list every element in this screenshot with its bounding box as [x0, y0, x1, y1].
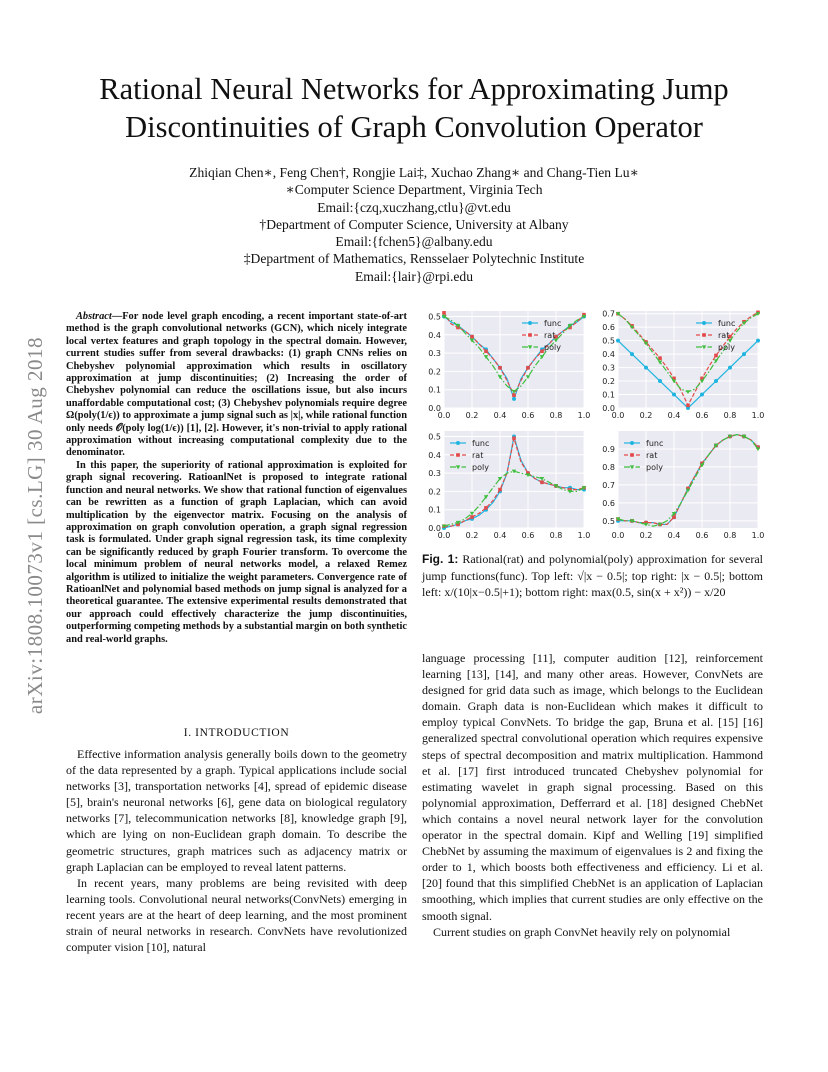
data-point-rat: [658, 356, 662, 360]
x-tick-label: 0.8: [723, 531, 737, 540]
figure-label: Fig. 1:: [422, 552, 459, 566]
data-point-rat: [672, 515, 676, 519]
y-tick-label: 0.3: [602, 363, 615, 373]
x-tick-label: 0.4: [493, 411, 507, 420]
data-point-rat: [526, 366, 530, 370]
data-point-rat: [484, 349, 488, 353]
legend-label-rat: rat: [544, 331, 556, 340]
y-tick-label: 0.9: [602, 444, 615, 454]
data-point-func: [658, 379, 662, 383]
legend-label-poly: poly: [718, 343, 735, 352]
x-tick-label: 0.4: [667, 411, 681, 420]
data-point-rat: [714, 354, 718, 358]
y-tick-label: 0.4: [428, 330, 441, 340]
abstract-lead: Abstract: [76, 311, 112, 322]
affiliation-rpi: ‡Department of Mathematics, Rensselaer Polytechnic Institute: [243, 251, 585, 267]
x-tick-label: 0.6: [521, 531, 535, 540]
x-tick-label: 0.6: [695, 531, 709, 540]
legend-label-func: func: [646, 439, 664, 448]
figure-caption-text: Rational(rat) and polynomial(poly) approximation for several jump functions(func). Top left: √|x − 0.5|; top right: |x − 0.5|; bottom left: x/(10|x−0.5|+1); bottom right: max(0.5, sin(x + x²)) − x/20: [422, 552, 763, 599]
y-tick-label: 0.5: [602, 336, 615, 346]
legend-marker-rat: [528, 333, 532, 337]
legend-label-poly: poly: [544, 343, 561, 352]
data-point-rat: [470, 335, 474, 339]
y-tick-label: 0.3: [428, 469, 441, 479]
legend-marker-func: [528, 321, 532, 325]
data-point-rat: [512, 393, 516, 397]
y-tick-label: 0.0: [428, 404, 441, 413]
x-tick-label: 1.0: [751, 411, 764, 420]
x-tick-label: 0.2: [639, 531, 653, 540]
x-tick-label: 0.0: [437, 531, 451, 540]
y-tick-label: 0.0: [602, 404, 615, 413]
legend-label-func: func: [472, 439, 490, 448]
plot-bottom-left: [418, 426, 590, 542]
legend-label-rat: rat: [646, 451, 658, 460]
author-names: Zhiqian Chen∗, Feng Chen†, Rongjie Lai‡, Xuchao Zhang∗ and Chang-Tien Lu∗: [189, 165, 639, 180]
section-heading-introduction: I. INTRODUCTION: [183, 727, 290, 739]
data-point-func: [630, 352, 634, 356]
legend-marker-rat: [630, 453, 634, 457]
data-point-rat: [498, 366, 502, 370]
x-tick-label: 0.8: [549, 531, 563, 540]
figure-1: [418, 306, 766, 544]
intro-paragraph-2: In recent years, many problems are being revisited with deep learning tools. Convolutional neural networks(ConvNets) emerging in recent years are at the heart of deep learning, and the most prominent strain of neural networks in research. ConvNets have revolutionized computer vision [10], natural: [66, 875, 407, 955]
author-block: [60, 164, 768, 285]
right-paragraph-1: language processing [11], computer audition [12], reinforcement learning [13], [14], and many other areas. However, ConvNets are designed for grid data such as image, which belongs to the Euclidean domain. Graph data is non-Euclidean which makes it difficult to employ typical ConvNets. To bridge the gap, Bruna et al. [15] [16] generalized spectral convolutional operation which requires expensive steps of spectral decomposition and matrix multiplication. Hammond et al. [17] first introduced truncated Chebyshev polynomial for estimating wavelet in graph signal processing. Based on this polynomial approximation, Defferrard et al. [18] designed ChebNet which contains a novel neural network layer for the convolution operator in the spectral domain. Kipf and Welling [19] simplified ChebNet by assuming the maximum of eigenvalues is 2 and fixing the order to 1, which boosts both effectiveness and efficiency. Li et al. [20] found that this simplified ChebNet is an application of Laplacian smoothing, which implies that current studies are only effective on the smooth signal.: [422, 651, 763, 923]
y-tick-label: 0.2: [428, 487, 441, 497]
data-point-rat: [442, 311, 446, 315]
data-point-rat: [484, 506, 488, 510]
data-point-func: [728, 366, 732, 370]
data-point-rat: [540, 480, 544, 484]
data-point-func: [616, 339, 620, 343]
legend-label-rat: rat: [718, 331, 730, 340]
right-paragraph-2: Current studies on graph ConvNet heavily rely on polynomial: [433, 924, 731, 939]
legend-label-func: func: [718, 319, 736, 328]
y-tick-label: 0.1: [428, 385, 441, 395]
x-tick-label: 0.0: [611, 411, 625, 420]
plot-top-right: [592, 306, 764, 422]
data-point-func: [512, 397, 516, 401]
x-tick-label: 0.0: [611, 531, 625, 540]
email-albany: Email:{fchen5}@albany.edu: [335, 234, 493, 250]
legend-label-func: func: [544, 319, 562, 328]
abstract-text-1: —For node level graph encoding, a recent important state-of-art method is the graph convolutional networks (GCN), which nicely integrate local vertex features and graph topology in the spectral domain. However, current studies suffer from several drawbacks: (1) graph CNNs relies on Chebyshev polynomial approximation which results in oscillatory approximation at jump discontinuities; (2) Increasing the order of Chebyshev polynomial can reduce the oscillations issue, but also incurs unaffordable computational cost; (3) Chebyshev polynomials require degree Ω(poly(1/ϵ)) to approximate a jump signal such as |x|, while rational function only needs 𝒪(poly log(1/ϵ)) [1], [2]. However, it's non-trivial to apply rational approximation without increasing computational complexity due to the denominator.: [66, 311, 407, 459]
affiliation-albany: †Department of Computer Science, University at Albany: [259, 216, 569, 232]
data-point-func: [644, 366, 648, 370]
y-tick-label: 0.0: [428, 524, 441, 533]
data-point-rat: [470, 515, 474, 519]
legend-label-rat: rat: [472, 451, 484, 460]
plot-area: [444, 431, 584, 528]
introduction-text: [66, 746, 407, 955]
y-tick-label: 0.8: [602, 462, 615, 472]
y-tick-label: 0.3: [428, 349, 441, 359]
x-tick-label: 0.2: [465, 411, 479, 420]
abstract-paragraph-2: In this paper, the superiority of rational approximation is exploited for graph signal recovering. RatioanlNet is proposed to integrate rational function and neural networks. We show that rational function of eigenvalues can be rewritten as a function of graph Laplacian, which can avoid multiplication by the eigenvector matrix. Focusing on the analysis of approximation on graph convolution operation, a graph signal regression task is formulated. Under graph signal regression task, its time complexity can be significantly reduced by graph Fourier transform. To overcome the local minimum problem of neural networks model, a relaxed Remez algorithm is utilized to initialize the weight parameters. Convergence rate of RatioanlNet and polynomial based methods on jump signal is analyzed for a theoretical guarantee. The extensive experimental results demonstrated that our approach could effectively characterize the jump discontinuities, outperforming competing methods by a substantial margin on both synthetic and real-world graphs.: [66, 459, 407, 645]
legend-label-poly: poly: [646, 463, 663, 472]
abstract-paragraph-1: [66, 311, 407, 460]
y-tick-label: 0.5: [428, 312, 441, 322]
data-point-func: [700, 393, 704, 397]
x-tick-label: 0.0: [437, 411, 451, 420]
x-tick-label: 0.2: [639, 411, 653, 420]
y-tick-label: 0.5: [428, 432, 441, 442]
legend-marker-func: [702, 321, 706, 325]
y-tick-label: 0.6: [602, 323, 615, 333]
arxiv-identifier: [14, 285, 58, 765]
arxiv-identifier-text: arXiv:1808.10073v1 [cs.LG] 30 Aug 2018: [23, 336, 48, 714]
x-tick-label: 0.4: [493, 531, 507, 540]
y-tick-label: 0.7: [602, 480, 615, 490]
y-tick-label: 0.5: [602, 516, 615, 526]
data-point-func: [672, 393, 676, 397]
plot-top-left: [418, 306, 590, 422]
y-tick-label: 0.4: [602, 350, 615, 360]
legend-label-poly: poly: [472, 463, 489, 472]
y-tick-label: 0.2: [428, 367, 441, 377]
paper-title: Rational Neural Networks for Approximating Jump Discontinuities of Graph Convolution Operator: [99, 72, 729, 144]
y-tick-label: 0.4: [428, 450, 441, 460]
x-tick-label: 1.0: [577, 411, 590, 420]
affiliation-vt: ∗Computer Science Department, Virginia Tech: [285, 182, 543, 198]
email-rpi: Email:{lair}@rpi.edu: [354, 268, 474, 284]
data-point-rat: [686, 404, 690, 408]
data-point-func: [714, 379, 718, 383]
x-tick-label: 1.0: [577, 531, 590, 540]
data-point-func: [742, 352, 746, 356]
x-tick-label: 0.4: [667, 531, 681, 540]
legend-marker-func: [456, 441, 460, 445]
x-tick-label: 1.0: [751, 531, 764, 540]
y-tick-label: 0.6: [602, 498, 615, 508]
y-tick-label: 0.1: [428, 505, 441, 515]
legend-marker-func: [630, 441, 634, 445]
data-point-rat: [512, 437, 516, 441]
figure-caption: [422, 551, 763, 601]
plot-area: [618, 431, 758, 528]
email-vt: Email:{czq,xuczhang,ctlu}@vt.edu: [317, 199, 511, 215]
x-tick-label: 0.6: [521, 411, 535, 420]
x-tick-label: 0.6: [695, 411, 709, 420]
y-tick-label: 0.1: [602, 390, 615, 400]
data-point-func: [756, 339, 760, 343]
right-column-text: [422, 650, 763, 940]
y-tick-label: 0.7: [602, 309, 615, 319]
legend-marker-rat: [456, 453, 460, 457]
x-tick-label: 0.8: [549, 411, 563, 420]
x-tick-label: 0.8: [723, 411, 737, 420]
x-tick-label: 0.2: [465, 531, 479, 540]
abstract: [66, 311, 407, 646]
data-point-rat: [498, 488, 502, 492]
legend-marker-rat: [702, 333, 706, 337]
intro-paragraph-1: Effective information analysis generally boils down to the geometry of the data represented by a graph. Typical applications include social networks [3], transportation networks [4], spread of epidemic disease [5], brain's neuronal networks [6], gene data on biological regulatory networks [7], telecommunication networks [8], knowledge graph [9], which are lying on non-Euclidean graph domain. To describe the geometric structures, graph matrices such as adjacency matrix or graph Laplacian can be employed to reveal latent patterns.: [66, 747, 407, 874]
plot-bottom-right: [592, 426, 764, 542]
y-tick-label: 0.2: [602, 377, 615, 387]
